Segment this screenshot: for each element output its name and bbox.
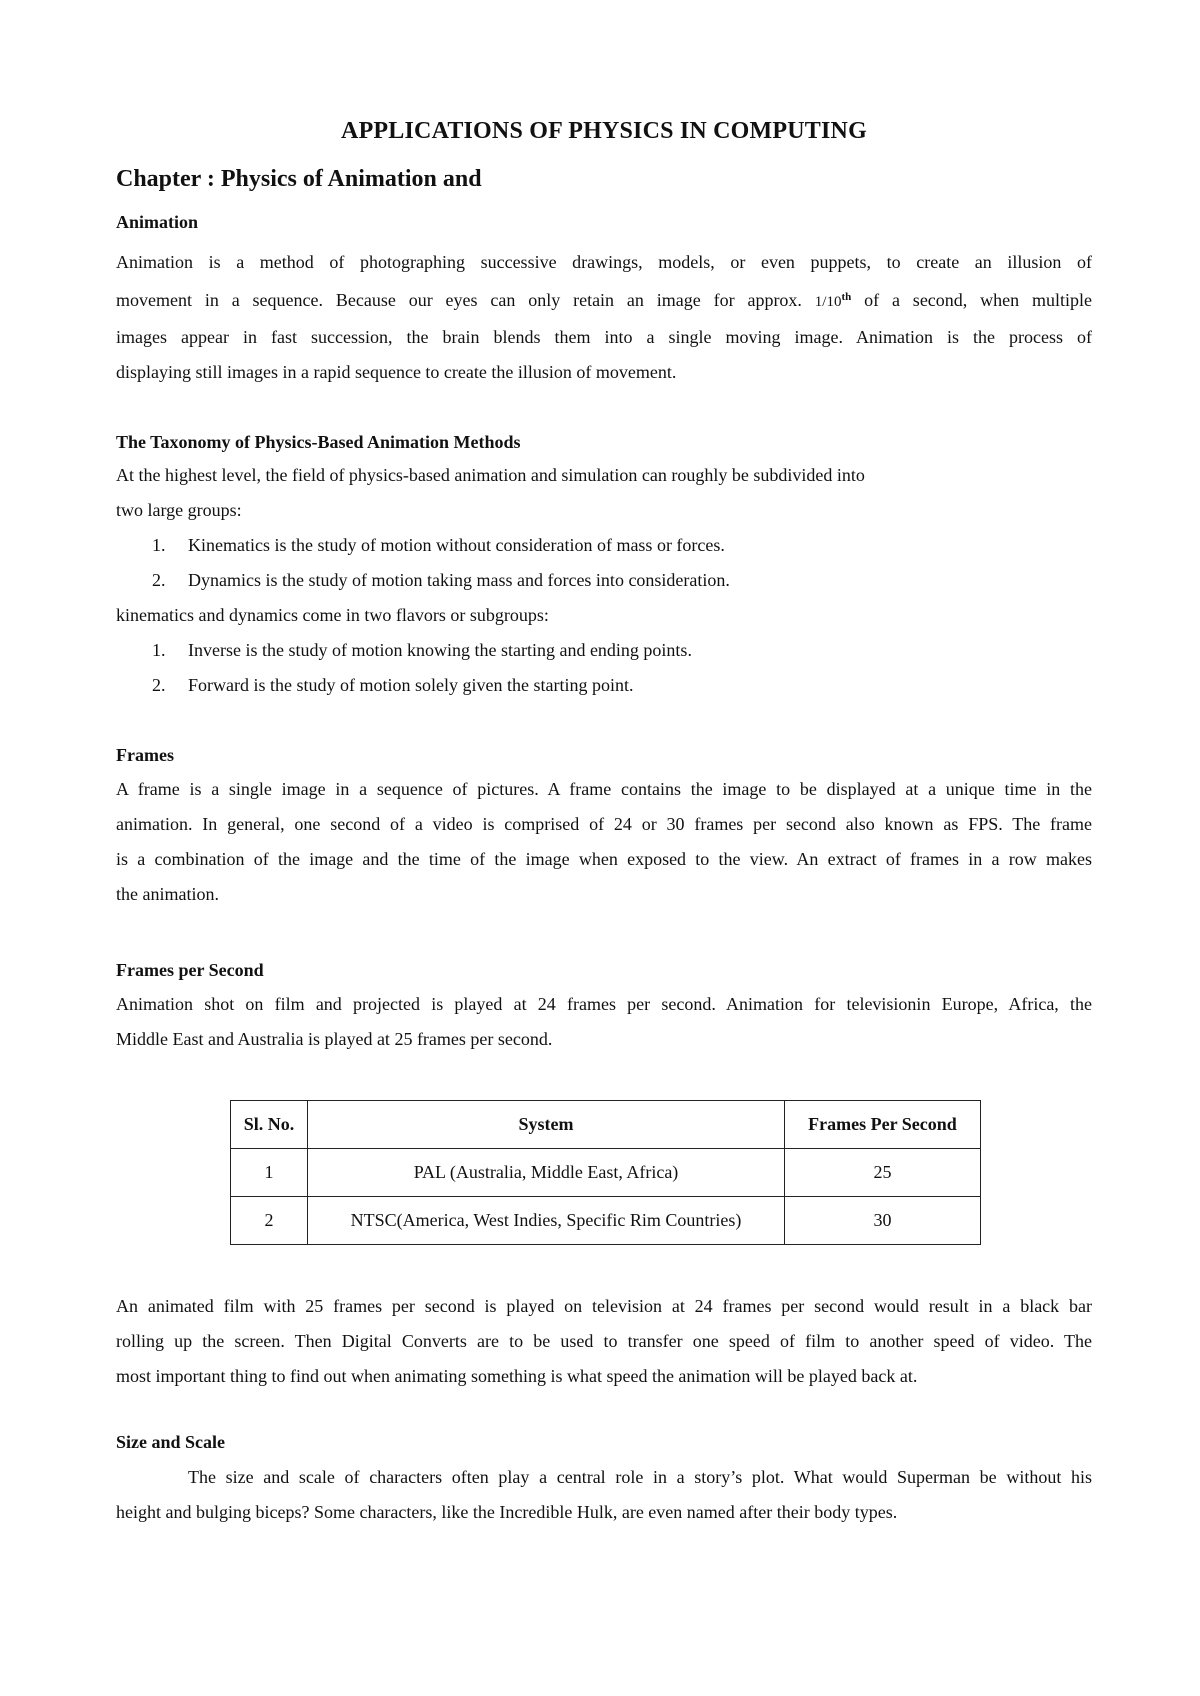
fps-heading: Frames per Second bbox=[116, 960, 264, 980]
table-row bbox=[231, 1149, 981, 1197]
table-cell: 25 bbox=[785, 1149, 981, 1197]
chapter-title: Chapter : Physics of Animation and bbox=[116, 166, 482, 192]
size-scale-paragraph bbox=[116, 1460, 1092, 1530]
animation-line-3: images appear in fast succession, the brain blends them into a single moving image. Animation is the process of bbox=[116, 327, 1092, 347]
animation-paragraph bbox=[116, 245, 1092, 390]
table-header-row bbox=[231, 1101, 981, 1149]
animation-line-2 bbox=[116, 280, 1092, 320]
fps-after-line-1: An animated film with 25 frames per second is played on television at 24 frames per second would result in a black bar bbox=[116, 1296, 1092, 1316]
table-header-cell: Sl. No. bbox=[231, 1101, 308, 1149]
list-item: 2. Dynamics is the study of motion taking mass and forces into consideration. bbox=[152, 570, 730, 590]
animation-line-2-end: of a second, when multiple bbox=[864, 290, 1092, 310]
animation-line-1: Animation is a method of photographing successive drawings, models, or even puppets, to create an illusion of bbox=[116, 252, 1092, 272]
list-item: 1. Inverse is the study of motion knowing the starting and ending points. bbox=[152, 640, 692, 660]
animation-heading: Animation bbox=[116, 212, 199, 232]
document-title: APPLICATIONS OF PHYSICS IN COMPUTING bbox=[341, 118, 867, 144]
size-scale-line-1: The size and scale of characters often play a central role in a story’s plot. What would Superman be without his bbox=[188, 1467, 1092, 1487]
frames-line-3: is a combination of the image and the time of the image when exposed to the view. An extract of frames in a row makes bbox=[116, 849, 1092, 869]
table-header-cell: System bbox=[308, 1101, 785, 1149]
frames-line-1: A frame is a single image in a sequence of pictures. A frame contains the image to be displayed at a unique time in the bbox=[116, 779, 1092, 799]
fps-paragraph bbox=[116, 987, 1092, 1057]
fps-table bbox=[230, 1100, 981, 1245]
fps-after-paragraph bbox=[116, 1289, 1092, 1394]
frames-paragraph bbox=[116, 772, 1092, 912]
table-cell: 2 bbox=[231, 1197, 308, 1245]
animation-line-4: displaying still images in a rapid sequence to create the illusion of movement. bbox=[116, 362, 677, 382]
table-cell: 1 bbox=[231, 1149, 308, 1197]
table-cell: NTSC(America, West Indies, Specific Rim Countries) bbox=[308, 1197, 785, 1245]
fps-line-2: Middle East and Australia is played at 25 frames per second. bbox=[116, 1029, 553, 1049]
frames-line-2: animation. In general, one second of a video is comprised of 24 or 30 frames per second also known as FPS. The frame bbox=[116, 814, 1092, 834]
table-cell: 30 bbox=[785, 1197, 981, 1245]
flavors-intro: kinematics and dynamics come in two flavors or subgroups: bbox=[116, 605, 549, 625]
taxonomy-heading: The Taxonomy of Physics-Based Animation Methods bbox=[116, 432, 521, 452]
frames-heading: Frames bbox=[116, 745, 174, 765]
table-cell: PAL (Australia, Middle East, Africa) bbox=[308, 1149, 785, 1197]
size-scale-heading: Size and Scale bbox=[116, 1432, 226, 1452]
fps-line-1: Animation shot on film and projected is played at 24 frames per second. Animation for televisionin Europe, Africa, the bbox=[116, 994, 1092, 1014]
fps-after-line-3: most important thing to find out when animating something is what speed the animation will be played back at. bbox=[116, 1366, 918, 1386]
fps-after-line-2: rolling up the screen. Then Digital Converts are to be used to transfer one speed of film to another speed of video. The bbox=[116, 1331, 1092, 1351]
size-scale-line-2: height and bulging biceps? Some characters, like the Incredible Hulk, are even named after their body types. bbox=[116, 1502, 898, 1522]
taxonomy-intro-line-1: At the highest level, the field of physics-based animation and simulation can roughly be subdivided into bbox=[116, 465, 865, 485]
table-header-cell: Frames Per Second bbox=[785, 1101, 981, 1149]
taxonomy-intro-line-2: two large groups: bbox=[116, 500, 242, 520]
frames-line-4: the animation. bbox=[116, 884, 219, 904]
animation-line-2-start: movement in a sequence. Because our eyes can only retain an image for approx. bbox=[116, 290, 802, 310]
list-item: 1. Kinematics is the study of motion without consideration of mass or forces. bbox=[152, 535, 725, 555]
table-row bbox=[231, 1197, 981, 1245]
fraction-one-tenth: 1/10th bbox=[814, 291, 852, 310]
list-item: 2. Forward is the study of motion solely given the starting point. bbox=[152, 675, 634, 695]
